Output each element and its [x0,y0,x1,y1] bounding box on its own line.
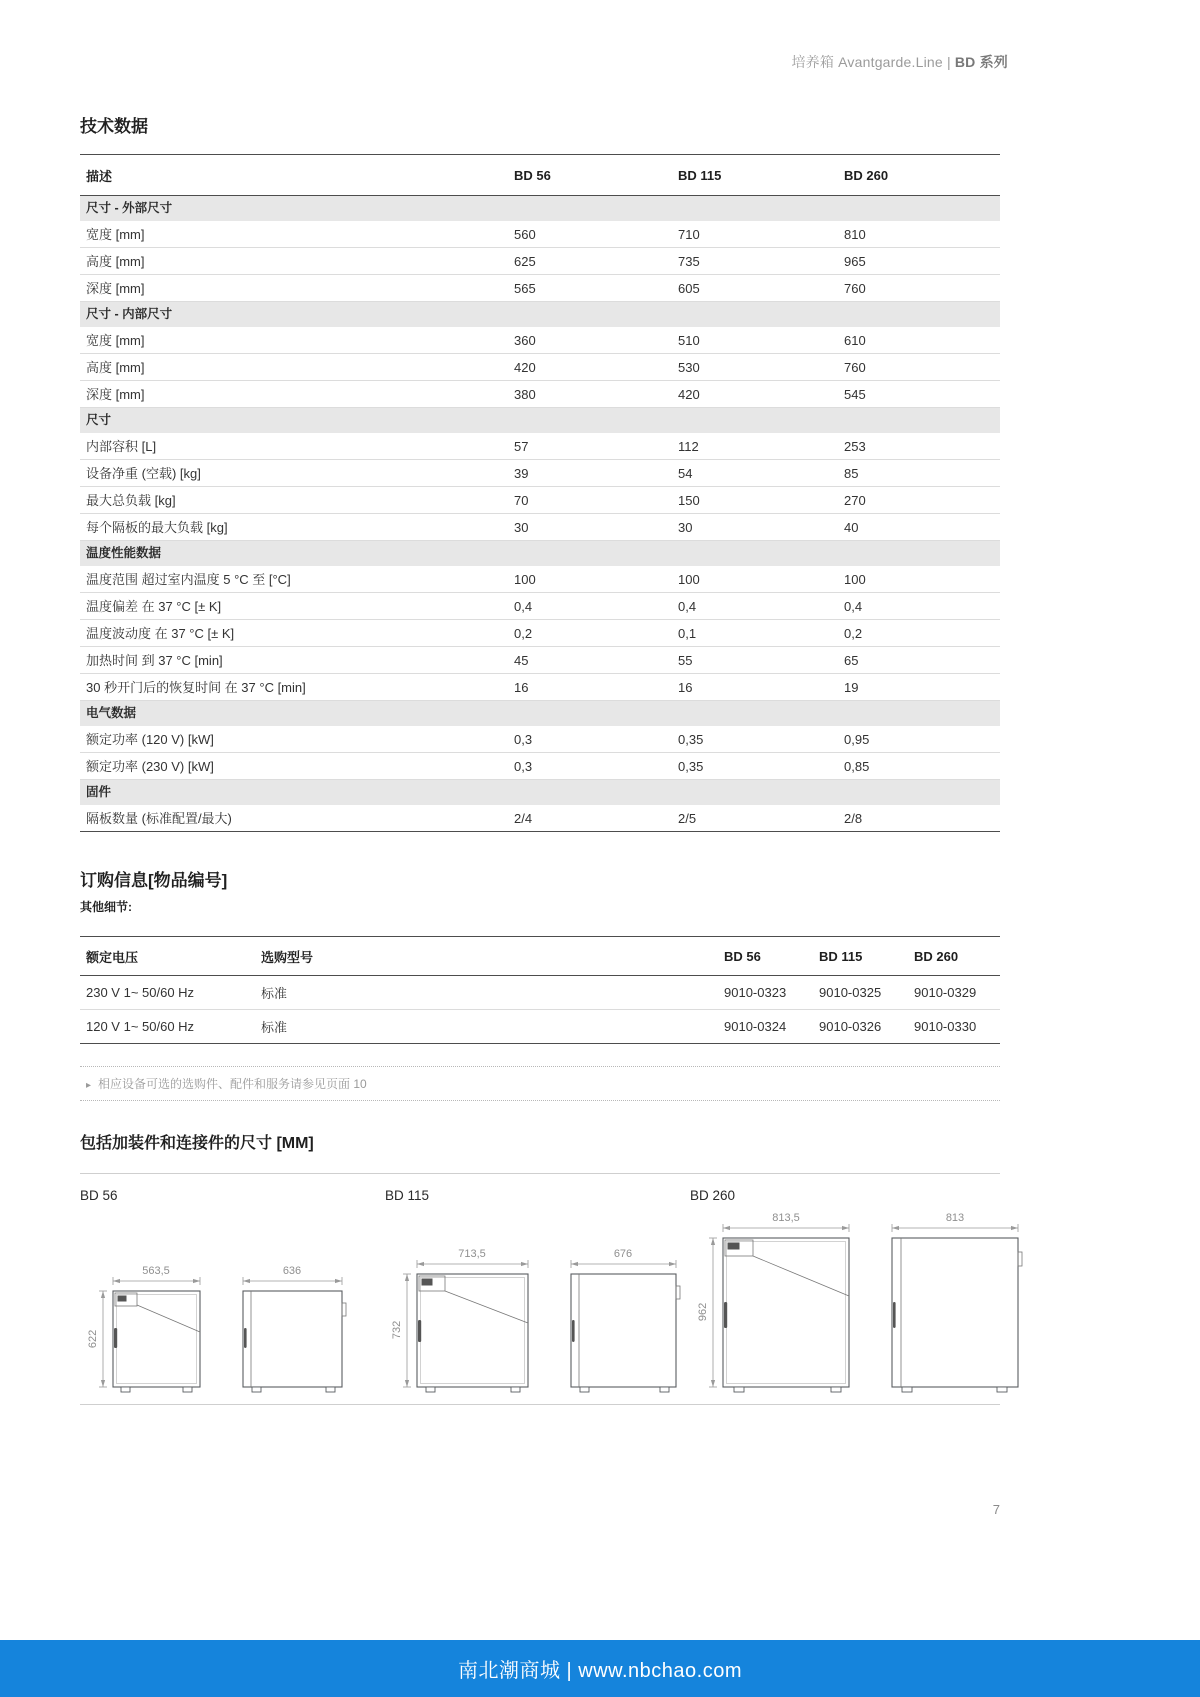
tech-row-value: 0,4 [838,593,1000,620]
tech-data-row [80,354,1000,381]
bd115-depth-label: 676 [613,1248,633,1260]
ordering-table [80,936,1000,1044]
tech-row-value: 0,4 [672,593,838,620]
tech-section-label: 温度性能数据 [80,541,1000,567]
tech-row-value: 270 [838,487,1000,514]
divider [80,1173,1000,1174]
divider [80,1404,1000,1405]
tech-row-value: 565 [508,275,672,302]
tech-section-label: 固件 [80,780,1000,806]
tech-row-value: 30 [672,514,838,541]
tech-row-value: 380 [508,381,672,408]
bd56-height-label: 622 [87,1329,99,1349]
footer-text: 南北潮商城 | www.nbchao.com [457,1660,743,1682]
ordering-variant: 标准 [255,1010,718,1044]
bd260-front-view-diagram [696,1212,855,1398]
dimensions-section [80,1130,1000,1405]
tech-row-value: 0,85 [838,753,1000,780]
ordering-variant: 标准 [261,986,288,1001]
tech-section-label: 尺寸 - 内部尺寸 [80,302,1000,328]
bd56-side-view-diagram [236,1265,350,1398]
tech-row-value: 560 [508,221,672,248]
ordering-article-number: 9010-0323 [724,985,787,1000]
tech-table-body [80,196,1000,832]
ordering-article-number: 9010-0330 [908,1010,1000,1044]
tech-section-row [80,701,1000,727]
ordering-data-row [80,976,1000,1010]
ordering-col-bd56: BD 56 [718,937,813,976]
tech-row-value: 100 [838,566,1000,593]
diagram-label-bd115: BD 115 [385,1188,430,1203]
tech-row-value: 735 [672,248,838,275]
tech-data-row [80,433,1000,460]
tech-data-row [80,487,1000,514]
tech-row-value: 0,3 [508,726,672,753]
accessories-note [80,1066,1000,1101]
tech-row-value: 420 [672,381,838,408]
tech-row-value: 625 [508,248,672,275]
tech-row-value: 30 [508,514,672,541]
tech-row-value: 810 [838,221,1000,248]
tech-row-value: 760 [838,354,1000,381]
tech-data-row [80,514,1000,541]
tech-row-value: 85 [838,460,1000,487]
triangle-bullet-icon: ▸ [86,1080,92,1091]
ordering-subtitle: 其他细节: [80,900,132,914]
tech-row-value: 610 [838,327,1000,354]
tech-row-value: 510 [672,327,838,354]
ordering-article-number: 9010-0324 [718,1010,813,1044]
tech-col-bd115: BD 115 [672,155,838,196]
tech-col-description: 描述 [80,155,508,196]
tech-row-value: 760 [838,275,1000,302]
bd56-depth-label: 636 [282,1265,302,1277]
tech-data-row [80,221,1000,248]
tech-row-value: 545 [838,381,1000,408]
tech-data-row [80,647,1000,674]
ordering-article-number: 9010-0329 [914,985,977,1000]
tech-row-label: 设备净重 (空载) [kg] [80,460,508,487]
tech-row-value: 57 [508,433,672,460]
tech-row-label: 额定功率 (120 V) [kW] [80,726,508,753]
tech-row-value: 710 [672,221,838,248]
dimensions-title: 包括加装件和连接件的尺寸 [MM] [80,1135,314,1152]
tech-data-row [80,726,1000,753]
tech-row-label: 隔板数量 (标准配置/最大) [86,810,232,826]
tech-row-value: 0,1 [672,620,838,647]
tech-row-value: 360 [508,327,672,354]
tech-row-label: 宽度 [mm] [80,221,508,248]
bd260-side-view-diagram [885,1212,1026,1398]
tech-row-label: 温度偏差 在 37 °C [± K] [80,593,508,620]
tech-row-label: 高度 [mm] [80,354,508,381]
ordering-article-number: 9010-0326 [813,1010,908,1044]
tech-row-value: 39 [508,460,672,487]
tech-row-value: 16 [508,674,672,701]
tech-data-row [80,460,1000,487]
tech-row-label: 30 秒开门后的恢复时间 在 37 °C [min] [80,674,508,701]
tech-data-row [80,593,1000,620]
tech-row-value: 0,95 [838,726,1000,753]
tech-row-label: 加热时间 到 37 °C [min] [80,647,508,674]
doc-header-series: BD 系列 [954,54,1008,70]
ordering-info-section [80,866,1000,1101]
tech-row-label: 温度波动度 在 37 °C [± K] [80,620,508,647]
ordering-header-row [80,937,1000,976]
bd260-height-label: 962 [697,1302,709,1322]
tech-row-value: 420 [508,354,672,381]
tech-row-value: 605 [672,275,838,302]
technical-data-title: 技术数据 [80,117,148,136]
ordering-col-bd260: BD 260 [908,937,1000,976]
tech-data-row [80,805,1000,832]
tech-data-row [80,674,1000,701]
tech-row-value: 530 [672,354,838,381]
tech-section-row [80,780,1000,806]
tech-header-row [80,155,1000,196]
tech-col-bd260: BD 260 [838,155,1000,196]
tech-row-value: 0,2 [838,620,1000,647]
tech-section-label: 电气数据 [80,701,1000,727]
bd115-height-label: 732 [391,1320,403,1340]
tech-row-value: 54 [672,460,838,487]
bd115-front-view-diagram [390,1248,534,1398]
tech-row-value: 112 [672,433,838,460]
ordering-info-title: 订购信息[物品编号] [80,871,228,890]
tech-row-value: 65 [838,647,1000,674]
diagrams-row [80,1206,1000,1404]
bd56-diagram-group [86,1265,350,1398]
tech-data-row [80,566,1000,593]
tech-section-label: 尺寸 - 外部尺寸 [80,196,1000,222]
bd260-depth-label: 813 [945,1212,965,1224]
tech-row-value: 70 [508,487,672,514]
ordering-col-bd115: BD 115 [813,937,908,976]
tech-row-label: 高度 [mm] [80,248,508,275]
bd260-diagram-group [696,1212,1026,1398]
tech-row-label: 宽度 [mm] [80,327,508,354]
page-number: 7 [992,1502,1000,1517]
tech-row-value: 965 [838,248,1000,275]
tech-data-row [80,275,1000,302]
tech-row-value: 2/8 [844,810,863,826]
tech-section-label: 尺寸 [80,408,1000,434]
bd115-diagram-group [390,1248,684,1398]
tech-row-label: 深度 [mm] [80,381,508,408]
tech-row-label: 最大总负载 [kg] [80,487,508,514]
bd56-front-view-diagram [86,1265,206,1398]
ordering-voltage: 230 V 1~ 50/60 Hz [86,985,195,1000]
ordering-col-variant: 选购型号 [255,937,718,976]
tech-row-value: 0,3 [508,753,672,780]
bd56-front-width-label: 563,5 [142,1265,170,1277]
tech-row-value: 2/5 [678,810,697,826]
tech-row-value: 0,35 [672,753,838,780]
bd115-front-width-label: 713,5 [458,1248,486,1260]
tech-row-label: 每个隔板的最大负载 [kg] [80,514,508,541]
technical-data-section [80,112,1000,832]
tech-row-value: 40 [838,514,1000,541]
tech-row-value: 100 [508,566,672,593]
ordering-col-voltage: 额定电压 [80,937,255,976]
tech-row-value: 55 [672,647,838,674]
tech-data-row [80,248,1000,275]
ordering-voltage: 120 V 1~ 50/60 Hz [80,1010,255,1044]
footer-bar [0,1640,1200,1697]
tech-row-value: 100 [672,566,838,593]
tech-row-value: 45 [508,647,672,674]
diagram-label-bd56: BD 56 [80,1188,118,1203]
tech-row-value: 2/4 [514,810,533,826]
tech-row-value: 0,2 [508,620,672,647]
accessories-note-text: 相应设备可选的选购件、配件和服务请参见页面 10 [98,1077,367,1091]
tech-row-label: 温度范围 超过室内温度 5 °C 至 [°C] [80,566,508,593]
bd115-side-view-diagram [564,1248,684,1398]
tech-section-row [80,541,1000,567]
tech-row-label: 内部容积 [L] [80,433,508,460]
tech-section-row [80,196,1000,222]
tech-row-value: 19 [838,674,1000,701]
tech-row-value: 150 [672,487,838,514]
tech-section-row [80,408,1000,434]
tech-section-row [80,302,1000,328]
doc-header [791,52,1008,72]
tech-row-value: 0,4 [508,593,672,620]
ordering-data-row [80,1010,1000,1044]
bd260-front-width-label: 813,5 [772,1212,800,1224]
tech-data-row [80,620,1000,647]
technical-data-table [80,154,1000,832]
diagram-label-bd260: BD 260 [690,1188,736,1203]
ordering-article-number: 9010-0325 [819,985,882,1000]
doc-header-product: 培养箱 Avantgarde.Line | [791,54,955,70]
diagram-model-labels [80,1188,1000,1206]
tech-data-row [80,753,1000,780]
tech-row-value: 253 [838,433,1000,460]
tech-row-value: 0,35 [672,726,838,753]
tech-row-label: 额定功率 (230 V) [kW] [80,753,508,780]
tech-col-bd56: BD 56 [508,155,672,196]
tech-data-row [80,327,1000,354]
tech-row-value: 16 [672,674,838,701]
tech-row-label: 深度 [mm] [80,275,508,302]
tech-data-row [80,381,1000,408]
ordering-table-body [80,976,1000,1044]
